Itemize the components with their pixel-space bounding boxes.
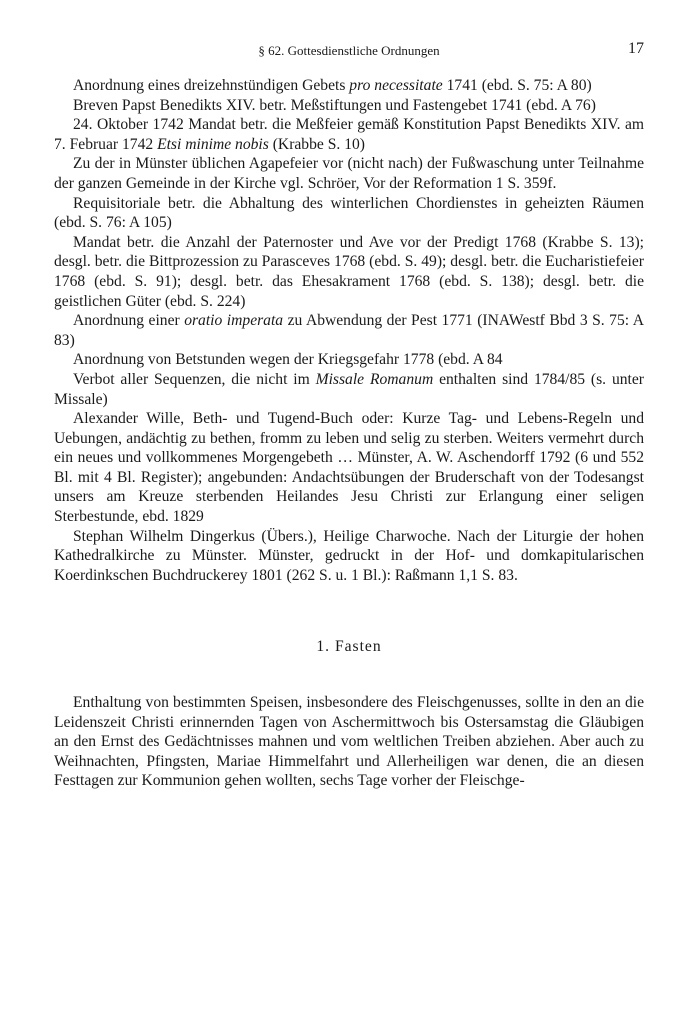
entry: [54, 527, 644, 586]
body-paragraph: Enthaltung von bestimmten Speisen, insbesondere des Fleischgenusses, sollte in den an die Leidenszeit Christi erinnernden Tagen von Aschermittwoch bis Ostersamstag die Gläubigen an den Ernst des Gedächtnisses mahnen und vom weltlichen Treiben abziehen. Aber auch zu Weihnachten, Pfingsten, Mariae Himmelfahrt und Allerheiligen war denen, die an diesen Festtagen zur Kommunion gehen wollten, sechs Tage vorher der Fleischge-: [54, 694, 644, 790]
entry: [54, 370, 644, 409]
entry-italic: Etsi minime nobis: [157, 135, 269, 153]
entry-text: Breven Papst Benedikts XIV. betr. Meßstiftungen und Fastengebet 1741 (ebd. A 76): [73, 96, 596, 114]
page-header: [54, 40, 644, 62]
entry-text: 1741 (ebd. S. 75: A 80): [442, 77, 592, 94]
entry: [54, 350, 644, 370]
entry: [54, 409, 644, 527]
entry-text: (Krabbe S. 10): [268, 135, 365, 153]
entry-text: Verbot aller Sequenzen, die nicht im: [73, 370, 316, 388]
entry-text: Anordnung einer: [73, 312, 185, 330]
entry: [54, 233, 644, 311]
entry-text: Anordnung von Betstunden wegen der Kriegsgefahr 1778 (ebd. A 84: [73, 351, 503, 369]
entry-text: 24. Oktober 1742 Mandat betr. die Meßfeier gemäß Konstitution Papst Benedikts XIV. am 7. Februar 1742: [54, 116, 644, 153]
entry-text: Requisitoriale betr. die Abhaltung des winterlichen Chordienstes in geheizten Räumen (ebd. S. 76: A 105): [54, 194, 644, 232]
main-text: [54, 76, 644, 791]
entry-italic: pro necessitate: [349, 77, 443, 94]
entry-italic: Missale Romanum: [315, 370, 434, 388]
entry: [54, 194, 644, 233]
entry-italic: oratio imperata: [184, 312, 284, 330]
entry: [54, 76, 644, 96]
entry: [54, 96, 644, 116]
entry-text: Alexander Wille, Beth- und Tugend-Buch oder: Kurze Tag- und Lebens-Regeln und Uebungen, andächtig zu bethen, fromm zu leben und selig zu sterben. Weiters vermehrt durch ein neues und vollkommenes Morgengebeth … Münster, A. W. Aschendorff 1792 (6 und 552 Bl. mit 4 Bl. Register); angebunden: Andachtsübungen der Bruderschaft von der Todesangst unsers am Kreuze sterbenden Heilandes Jesu Christi zur Erlangung einer seligen Sterbestunde, ebd. 1829: [54, 410, 644, 526]
entry-text: Anordnung eines dreizehnstündigen Gebets: [73, 77, 350, 94]
running-title: § 62. Gottesdienstliche Ordnungen: [258, 43, 440, 58]
entry: [54, 115, 644, 154]
entry: [54, 154, 644, 193]
entry-text: Zu der in Münster üblichen Agapefeier vor (nicht nach) der Fußwaschung unter Teilnahme der ganzen Gemeinde in der Kirche vgl. Schröer, Vor der Reformation 1 S. 359f.: [54, 155, 644, 192]
entry-text: zu Abwendung der Pest 1771 (INAWestf Bbd 3 S. 75: A 83): [54, 312, 644, 349]
page-number: 17: [628, 40, 644, 57]
entry-text: enthalten sind 1784/85 (s. unter Missale): [54, 370, 644, 408]
entry-text: Stephan Wilhelm Dingerkus (Übers.), Heilige Charwoche. Nach der Liturgie der hohen Kathedralkirche zu Münster. Münster, gedruckt in der Hof- und domkapitularischen Koerdinkschen Buchdruckerey 1801 (262 S. u. 1 Bl.): Raßmann 1,1 S. 83.: [54, 527, 644, 584]
entry: [54, 311, 644, 350]
section-heading: 1. Fasten: [316, 638, 382, 656]
entry-text: Mandat betr. die Anzahl der Paternoster und Ave vor der Predigt 1768 (Krabbe S. 13); desgl. betr. die Bittprozession zu Parasceves 1768 (ebd. S. 49); desgl. betr. die Eucharistiefeier 1768 (ebd. S. 91); desgl. betr. das Ehesakrament 1768 (ebd. S. 138); desgl. betr. die geistlichen Güter (ebd. S. 224): [54, 233, 644, 310]
